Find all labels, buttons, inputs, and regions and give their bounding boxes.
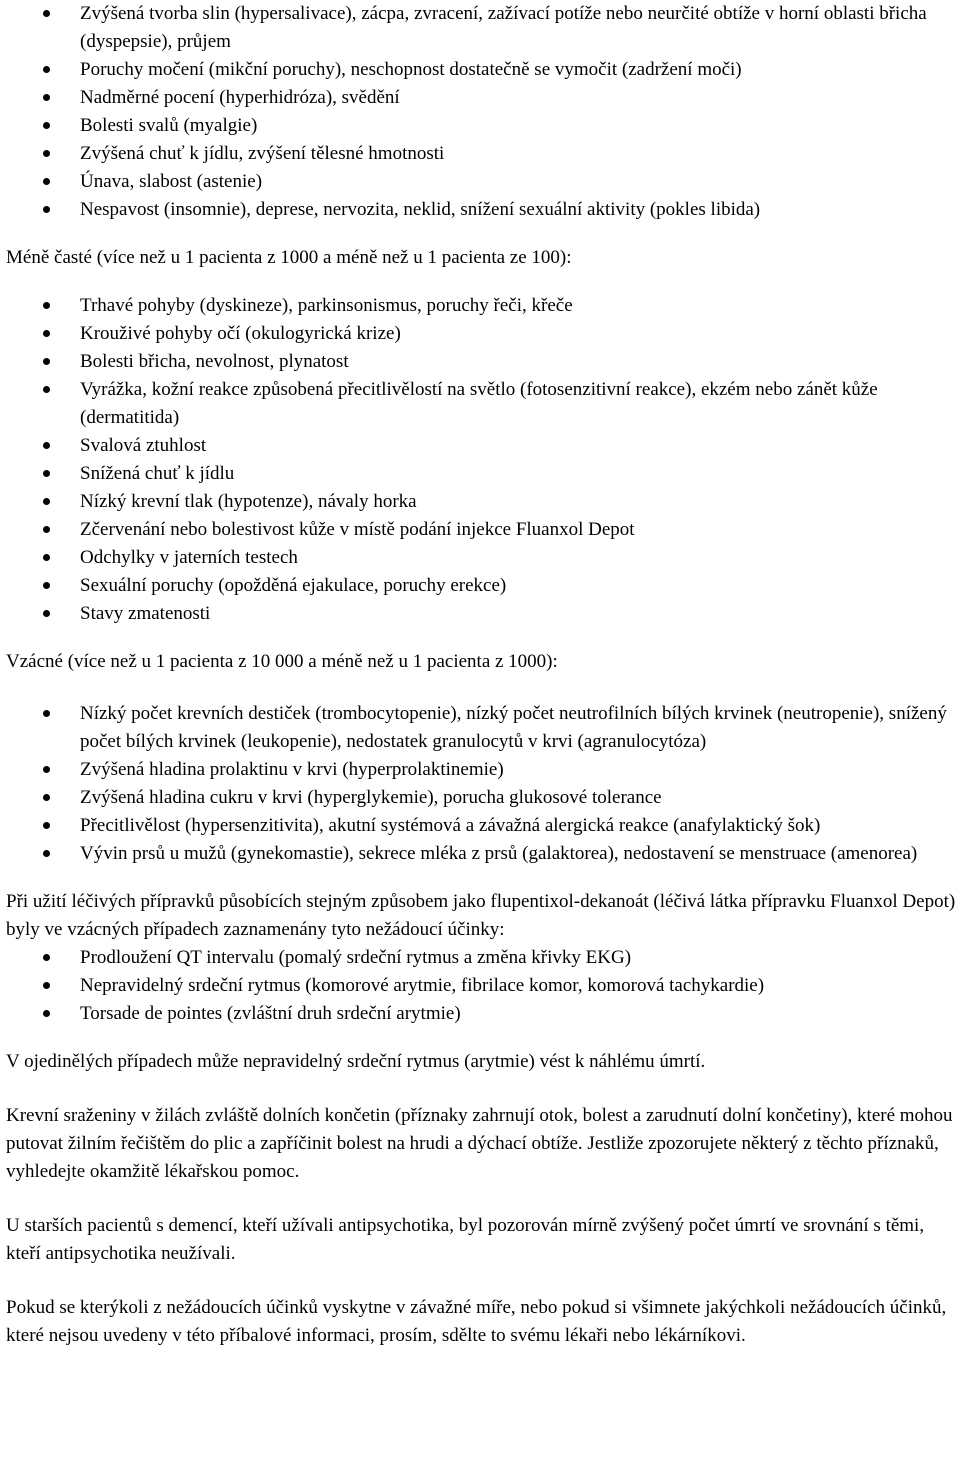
list-item: Vývin prsů u mužů (gynekomastie), sekrece mléka z prsů (galaktorea), nedostavení se menstruace (amenorea) [6, 840, 960, 868]
list-item: Zčervenání nebo bolestivost kůže v místě podání injekce Fluanxol Depot [6, 516, 960, 544]
list-item: Nepravidelný srdeční rytmus (komorové arytmie, fibrilace komor, komorová tachykardie) [6, 972, 960, 1000]
list-item: Trhavé pohyby (dyskineze), parkinsonismus, poruchy řeči, křeče [6, 292, 960, 320]
list-item: Snížená chuť k jídlu [6, 460, 960, 488]
list-item: Nadměrné pocení (hyperhidróza), svědění [6, 84, 960, 112]
list-item: Únava, slabost (astenie) [6, 168, 960, 196]
list-item: Nespavost (insomnie), deprese, nervozita, neklid, snížení sexuální aktivity (pokles libida) [6, 196, 960, 224]
frequent-effects-list [6, 0, 960, 224]
list-item: Nízký počet krevních destiček (trombocytopenie), nízký počet neutrofilních bílých krvinek (neutropenie), snížený počet bílých krvinek (leukopenie), nedostatek granulocytů v krvi (agranulocytóza) [6, 700, 960, 756]
list-item: Torsade de pointes (zvláštní druh srdeční arytmie) [6, 1000, 960, 1028]
rare-heading: Vzácné (více než u 1 pacienta z 10 000 a méně než u 1 pacienta z 1000): [6, 651, 558, 672]
list-item: Poruchy močení (mikční poruchy), neschopnost dostatečně se vymočit (zadržení moči) [6, 56, 960, 84]
list-item: Sexuální poruchy (opožděná ejakulace, poruchy erekce) [6, 572, 960, 600]
list-item: Bolesti břicha, nevolnost, plynatost [6, 348, 960, 376]
list-item: Vyrážka, kožní reakce způsobená přecitlivělostí na světlo (fotosenzitivní reakce), ekzém nebo zánět kůže (dermatitida) [6, 376, 960, 432]
less-common-list [6, 292, 960, 628]
sudden-death-paragraph: V ojedinělých případech může nepravidelný srdeční rytmus (arytmie) vést k náhlému úmrtí. [6, 1051, 706, 1072]
report-paragraph: Pokud se kterýkoli z nežádoucích účinků vyskytne v závažné míře, nebo pokud si všimnete jakýchkoli nežádoucích účinků, které nejsou uvedeny v této příbalové informaci, prosím, sdělte to svému lékaři nebo lékárníkovi. [6, 1297, 947, 1346]
list-item: Zvýšená hladina prolaktinu v krvi (hyperprolaktinemie) [6, 756, 960, 784]
list-item: Nízký krevní tlak (hypotenze), návaly horka [6, 488, 960, 516]
list-item: Stavy zmatenosti [6, 600, 960, 628]
similar-drugs-intro: Při užití léčivých přípravků působících stejným způsobem jako flupentixol-dekanoát (léčivá látka přípravku Fluanxol Depot) byly ve vzácných případech zaznamenány tyto nežádoucí účinky: [6, 891, 956, 940]
rare-list [6, 700, 960, 868]
elderly-paragraph: U starších pacientů s demencí, kteří užívali antipsychotika, byl pozorován mírně zvýšený počet úmrtí ve srovnání s těmi, kteří antipsychotika neužívali. [6, 1215, 925, 1264]
list-item: Přecitlivělost (hypersenzitivita), akutní systémová a závažná alergická reakce (anafylaktický šok) [6, 812, 960, 840]
similar-drugs-list [6, 944, 960, 1028]
list-item: Prodloužení QT intervalu (pomalý srdeční rytmus a změna křivky EKG) [6, 944, 960, 972]
list-item: Zvýšená chuť k jídlu, zvýšení tělesné hmotnosti [6, 140, 960, 168]
less-common-heading: Méně časté (více než u 1 pacienta z 1000 a méně než u 1 pacienta ze 100): [6, 247, 572, 268]
list-item: Zvýšená hladina cukru v krvi (hyperglykemie), porucha glukosové tolerance [6, 784, 960, 812]
list-item: Svalová ztuhlost [6, 432, 960, 460]
list-item: Krouživé pohyby očí (okulogyrická krize) [6, 320, 960, 348]
list-item: Bolesti svalů (myalgie) [6, 112, 960, 140]
list-item: Odchylky v jaterních testech [6, 544, 960, 572]
list-item: Zvýšená tvorba slin (hypersalivace), zácpa, zvracení, zažívací potíže nebo neurčité obtíže v horní oblasti břicha (dyspepsie), průjem [6, 0, 960, 56]
blood-clots-paragraph: Krevní sraženiny v žilách zvláště dolních končetin (příznaky zahrnují otok, bolest a zarudnutí dolní končetiny), které mohou putovat žilním řečištěm do plic a zapříčinit bolest na hrudi a dýchací obtíže. Jestliže zpozorujete některý z těchto příznaků, vyhledejte okamžitě lékařskou pomoc. [6, 1105, 953, 1182]
